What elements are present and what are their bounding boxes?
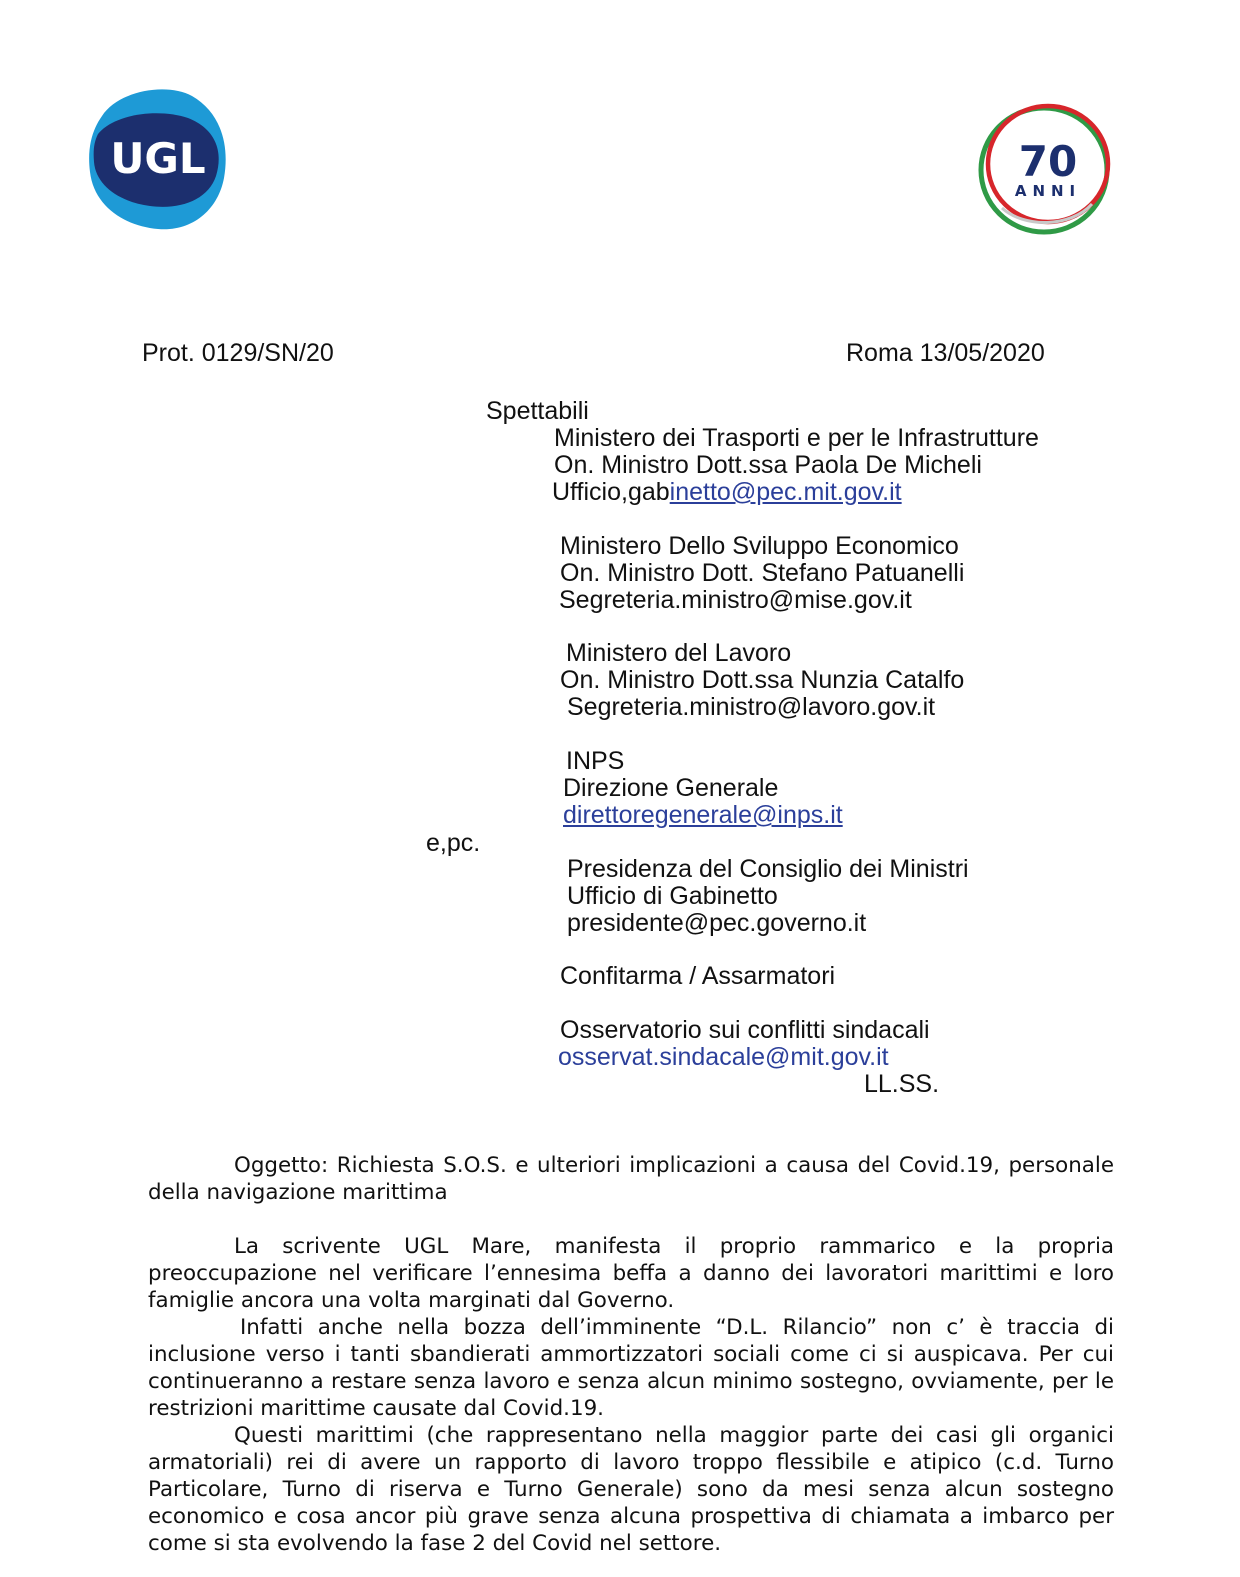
ugl-logo xyxy=(88,86,228,231)
anniversary-logo xyxy=(974,98,1116,238)
body-paragraph: La scrivente UGL Mare, manifesta il proprio rammarico e la propria preoccupazione nel verificare l’ennesima beffa a danno dei lavoratori marittimi e loro famiglie ancora una volta marginati dal Governo. xyxy=(148,1234,1114,1313)
recipient-email: Segreteria.ministro@mise.gov.it xyxy=(559,586,912,614)
recipient-email xyxy=(552,479,902,506)
cc-email-link[interactable]: osservat.sindacale@mit.gov.it xyxy=(558,1043,889,1071)
recipient-name: Ministero dei Trasporti e per le Infrastrutture xyxy=(554,424,1039,452)
recipient-email-link[interactable]: inetto@pec.mit.gov.it xyxy=(669,478,902,506)
recipient-person: On. Ministro Dott.ssa Nunzia Catalfo xyxy=(560,666,965,694)
cc-name: INPS xyxy=(566,747,625,775)
anniversary-number: 70 xyxy=(1018,137,1078,186)
protocol-number: Prot. 0129/SN/20 xyxy=(142,339,334,367)
cc-office: Direzione Generale xyxy=(563,774,779,802)
cc-name: Osservatorio sui conflitti sindacali xyxy=(560,1016,930,1044)
recipient-name: Ministero Dello Sviluppo Economico xyxy=(560,532,959,560)
closing-abbreviation: LL.SS. xyxy=(864,1070,940,1098)
body-paragraph: Questi marittimi (che rappresentano nella maggior parte dei casi gli organici armatoriali) rei di avere un rapporto di lavoro troppo flessibile e atipico (c.d. Turno Particolare, Turno di riserva e Turno Generale) sono da mesi senza alcun sostegno economico e cosa ancor più grave senza alcuna prospettiva di chiamata a imbarco per come si sta evolvendo la fase 2 del Covid nel settore. xyxy=(148,1423,1114,1556)
ugl-logo-text: UGL xyxy=(110,134,206,183)
recipient-email-prefix: Ufficio,gab xyxy=(552,478,670,506)
cc-label: e,pc. xyxy=(426,829,481,857)
recipient-person: On. Ministro Dott. Stefano Patuanelli xyxy=(560,559,965,587)
cc-email-link[interactable]: direttoregenerale@inps.it xyxy=(563,801,843,829)
salutation: Spettabili xyxy=(486,397,589,425)
subject-text: Oggetto: Richiesta S.O.S. e ulteriori implicazioni a causa del Covid.19, personale della navigazione marittima xyxy=(148,1153,1114,1205)
cc-name-confitarma: Confitarma / Assarmatori xyxy=(560,962,836,990)
cc-name: Presidenza del Consiglio dei Ministri xyxy=(567,855,969,883)
body-paragraph: Infatti anche nella bozza dell’imminente “D.L. Rilancio” non c’ è traccia di inclusione verso i tanti sbandierati ammortizzatori sociali come ci si auspicava. Per cui continueranno a restare senza lavoro e senza alcun minimo sostegno, ovviamente, per le restrizioni marittime causate dal Covid.19. xyxy=(148,1315,1114,1421)
letter-body xyxy=(148,1233,1114,1557)
recipient-email: Segreteria.ministro@lavoro.gov.it xyxy=(567,693,936,721)
subject-line xyxy=(148,1152,1114,1206)
recipient-person: On. Ministro Dott.ssa Paola De Micheli xyxy=(554,451,982,479)
recipient-name: Ministero del Lavoro xyxy=(566,639,792,667)
place-date: Roma 13/05/2020 xyxy=(846,339,1045,367)
cc-email: presidente@pec.governo.it xyxy=(567,909,867,937)
cc-office: Ufficio di Gabinetto xyxy=(567,882,778,910)
anniversary-word: ANNI xyxy=(1014,182,1082,200)
